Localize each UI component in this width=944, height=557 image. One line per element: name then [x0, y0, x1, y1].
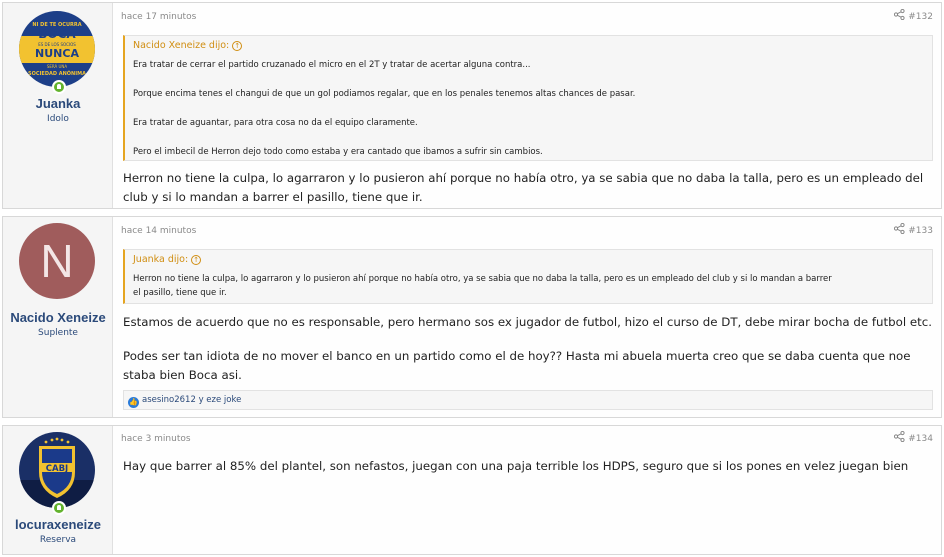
post-body-line: staba bien Boca asi. — [123, 368, 242, 382]
quote-line: el pasillo, tiene que ir. — [133, 288, 227, 298]
user-cell — [3, 3, 113, 208]
post-time[interactable]: hace 14 minutos — [121, 226, 197, 236]
post-content — [113, 3, 941, 208]
reactions-bar[interactable] — [123, 390, 933, 410]
post-time[interactable]: hace 3 minutos — [121, 434, 191, 444]
avatar-letter: N — [40, 235, 74, 287]
user-title: Idolo — [47, 114, 69, 124]
post-body-line: Hay que barrer al 85% del plantel, son nefastos, juegan con una paja terrible los HDPS, seguro que si los pones en velez juegan bien — [123, 459, 909, 473]
post-number[interactable]: #134 — [908, 434, 933, 444]
avatar-text-bottom1: SERÁ UNA — [46, 64, 68, 69]
quote-author[interactable]: Juanka dijo: — [133, 254, 189, 265]
quote-line: Era tratar de cerrar el partido cruzanado el micro en el 2T y tratar de acertar alguna contra... — [133, 60, 531, 70]
username[interactable]: Nacido Xeneize — [10, 310, 106, 325]
quote-header[interactable] — [133, 40, 242, 51]
share-icon[interactable] — [894, 431, 905, 445]
post-content — [113, 426, 941, 554]
avatar[interactable] — [19, 432, 95, 508]
avatar-text-top: NI DE TE OCURRA — [32, 22, 82, 28]
quote-line: Era tratar de aguantar, para otra cosa no da el equipo claramente. — [133, 118, 418, 128]
post-time[interactable]: hace 17 minutos — [121, 12, 197, 22]
post-body-line: Podes ser tan idiota de no mover el banco en un partido como el de hoy?? Hasta mi abuela muerta creo que se daba cuenta que noe — [123, 349, 911, 363]
online-status-icon — [52, 80, 66, 94]
avatar[interactable] — [19, 223, 95, 299]
post-number[interactable]: #133 — [908, 226, 933, 236]
avatar-text-bottom2: SOCIEDAD ANÓNIMA — [28, 71, 86, 77]
user-cell — [3, 426, 113, 554]
avatar-badge-text: CABJ — [45, 464, 69, 474]
online-status-icon — [52, 501, 66, 515]
avatar-text-never: NUNCA — [35, 47, 79, 60]
quote-author[interactable]: Nacido Xeneize dijo: — [133, 40, 230, 51]
post-body-line: Herron no tiene la culpa, lo agarraron y lo pusieron ahí porque no había otro, ya se sabia que no daba la talla, pero es un empleado del — [123, 171, 924, 185]
username[interactable]: Juanka — [35, 96, 81, 111]
post-133 — [2, 216, 942, 418]
post-number[interactable]: #132 — [908, 12, 933, 22]
post-content — [113, 217, 941, 417]
post-134 — [2, 425, 942, 555]
avatar-text-small: ES DE LOS SOCIOS — [38, 42, 76, 47]
post-132 — [2, 2, 942, 209]
quote-line: Porque encima tenes el changui de que un gol podiamos regalar, que en los penales tenemos altas chances de pasar. — [133, 89, 636, 99]
user-title: Suplente — [38, 328, 78, 338]
avatar[interactable] — [19, 11, 95, 87]
boca-shield-avatar-icon — [19, 432, 95, 508]
avatar-text-brand: BOCA — [38, 27, 76, 41]
arrow-up-circle-icon[interactable]: ↑ — [191, 255, 201, 265]
share-icon[interactable] — [894, 9, 905, 23]
boca-banner-avatar-icon — [19, 11, 95, 87]
quote-block — [123, 35, 933, 161]
arrow-up-circle-icon[interactable]: ↑ — [232, 41, 242, 51]
post-body-line: Estamos de acuerdo que no es responsable, pero hermano sos ex jugador de futbol, hizo el curso de DT, debe mirar bocha de futbol etc. — [123, 315, 933, 329]
like-icon: 👍 — [129, 398, 138, 406]
quote-line: Pero el imbecil de Herron dejo todo como estaba y era cantado que ibamos a sufrir sin cambios. — [133, 147, 543, 157]
share-icon[interactable] — [894, 223, 905, 237]
reactions-users[interactable]: asesino2612 y eze joke — [142, 395, 242, 405]
username[interactable]: locuraxeneize — [15, 517, 101, 532]
quote-line: Herron no tiene la culpa, lo agarraron y lo pusieron ahí porque no había otro, ya se sabia que no daba la talla, pero es un empleado del club y si lo mandan a barrer — [133, 274, 832, 284]
user-title: Reserva — [39, 535, 77, 545]
quote-header[interactable] — [133, 254, 201, 265]
quote-block — [123, 249, 933, 304]
user-cell — [3, 217, 113, 417]
post-body-line: club y si lo mandan a barrer el pasillo, tiene que ir. — [123, 190, 423, 204]
